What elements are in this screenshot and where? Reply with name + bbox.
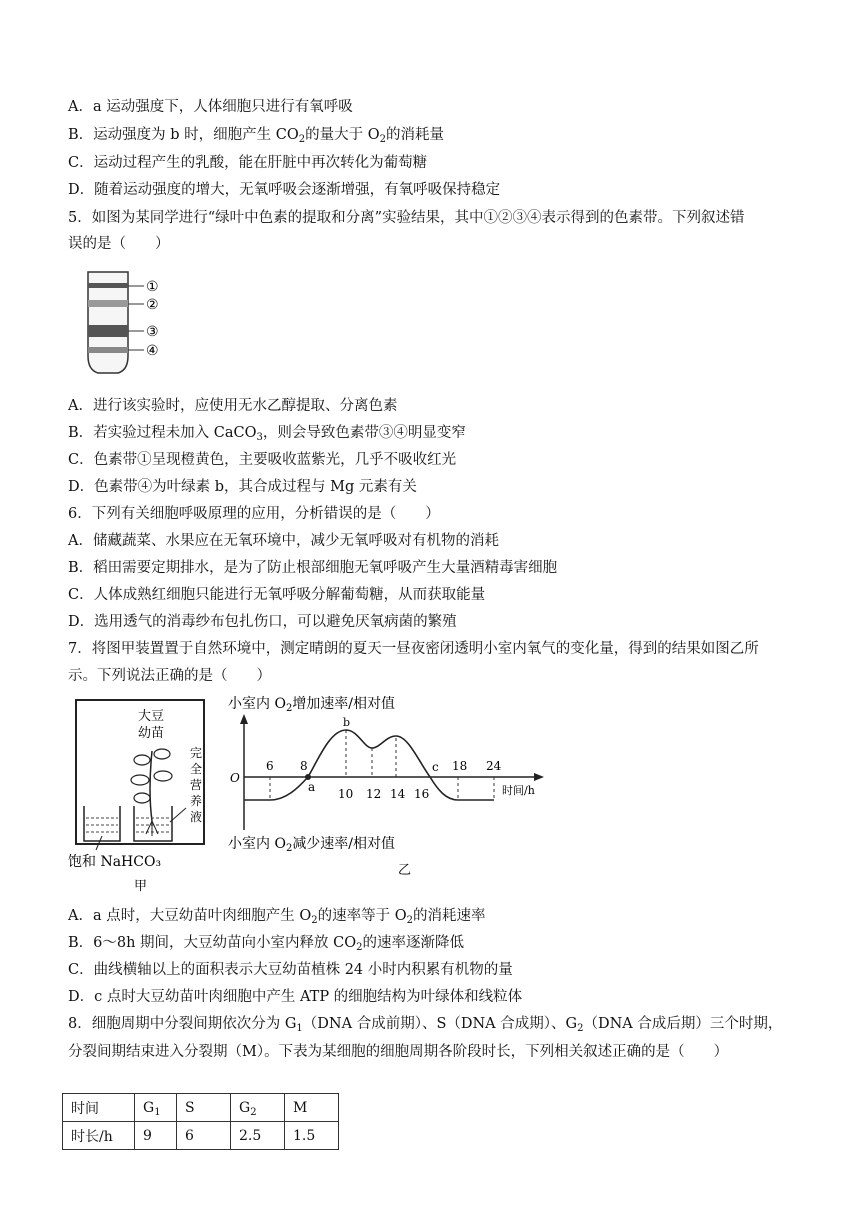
solution-label: 饱和 NaHCO₃ bbox=[68, 854, 162, 870]
side-label-4: 养 bbox=[190, 794, 203, 808]
q7-option-a: A．a 点时，大豆幼苗叶肉细胞产生 $O_2$的速率等于 $O_2$的消耗速率 bbox=[68, 908, 486, 926]
table-header-cell: $G_1$ bbox=[135, 1094, 177, 1122]
tick-6: 6 bbox=[266, 759, 274, 773]
leaf bbox=[154, 771, 172, 781]
q7-option-b: B．6～8h 期间，大豆幼苗向小室内释放 $CO_2$的速率逐渐降低 bbox=[68, 935, 465, 953]
leaf bbox=[134, 755, 150, 765]
q5-option-d: D．色素带④为叶绿素 b，其合成过程与 Mg 元素有关 bbox=[68, 479, 417, 495]
band-label-2: ② bbox=[146, 297, 159, 313]
figure-yi-graph bbox=[226, 690, 546, 880]
q5-stem-cont: 误的是（ ） bbox=[68, 236, 170, 252]
tick-12: 12 bbox=[366, 787, 382, 801]
q8-stem: 8．细胞周期中分裂间期依次分为 $G_1(DNA$ 合成前期）、S（DNA 合成期）、$G_2(DNA$ 合成后期）三个时期， bbox=[68, 1016, 783, 1034]
table-header-cell: $G_2$ bbox=[231, 1094, 285, 1122]
q7-option-c: C．曲线横轴以上的面积表示大豆幼苗植株 24 小时内积累有机物的量 bbox=[68, 962, 513, 978]
band-2 bbox=[88, 300, 128, 307]
plant-label-line1: 大豆 bbox=[138, 709, 165, 724]
side-label-3: 营 bbox=[190, 778, 203, 792]
tick-18: 18 bbox=[452, 759, 468, 773]
beaker-nahco3 bbox=[84, 806, 120, 841]
tick-14: 14 bbox=[390, 787, 406, 801]
q7-stem-cont: 示。下列说法正确的是（ ） bbox=[68, 668, 271, 684]
q6-option-d: D．选用透气的消毒纱布包扎伤口，可以避免厌氧病菌的繁殖 bbox=[68, 614, 457, 630]
figure-jia-caption: 甲 bbox=[134, 879, 148, 894]
graph-bottom-label: 小室内 $O_2$减少速率/相对值 bbox=[228, 836, 396, 854]
graph-top-label: 小室内 $O_2$增加速率/相对值 bbox=[228, 696, 396, 714]
side-label-2: 全 bbox=[190, 762, 203, 776]
band-4 bbox=[88, 347, 128, 353]
q5-option-b: B．若实验过程未加入 CaCO$_3$，则会导致色素带③④明显变窄 bbox=[68, 425, 466, 443]
point-a-label: a bbox=[308, 780, 316, 794]
q4-option-d: D．随着运动强度的增大，无氧呼吸会逐渐增强，有氧呼吸保持稳定 bbox=[68, 182, 501, 198]
band-1 bbox=[88, 283, 128, 288]
q8-stem-cont: 分裂间期结束进入分裂期（M）。下表为某细胞的细胞周期各阶段时长，下列相关叙述正确的是（ ） bbox=[68, 1044, 729, 1060]
band-label-4: ④ bbox=[146, 343, 159, 359]
leaf bbox=[154, 749, 170, 759]
q5-option-c: C．色素带①呈现橙黄色，主要吸收蓝紫光，几乎不吸收红光 bbox=[68, 452, 457, 468]
side-label-5: 液 bbox=[190, 810, 203, 824]
q4-option-c: C．运动过程产生的乳酸，能在肝脏中再次转化为葡萄糖 bbox=[68, 155, 428, 171]
point-c-label: c bbox=[432, 760, 439, 774]
roots bbox=[146, 821, 158, 836]
q5-option-a: A．进行该实验时，应使用无水乙醇提取、分离色素 bbox=[68, 398, 398, 414]
q6-option-a: A．储藏蔬菜、水果应在无氧环境中，减少无氧呼吸对有机物的消耗 bbox=[68, 533, 499, 549]
table-header-cell: S bbox=[177, 1094, 231, 1122]
origin-label: O bbox=[230, 771, 240, 785]
table-cell: 1.5 bbox=[285, 1122, 339, 1150]
leaf bbox=[134, 793, 150, 803]
table-cell: 2.5 bbox=[231, 1122, 285, 1150]
q4-option-b: B．运动强度为 b 时，细胞产生 $CO_2$的量大于 $O_2$的消耗量 bbox=[68, 127, 444, 145]
q6-option-c: C．人体成熟红细胞只能进行无氧呼吸分解葡萄糖，从而获取能量 bbox=[68, 587, 486, 603]
tick-8: 8 bbox=[300, 759, 308, 773]
q6-option-b: B．稻田需要定期排水，是为了防止根部细胞无氧呼吸产生大量酒精毒害细胞 bbox=[68, 560, 558, 576]
figure-jia-apparatus bbox=[62, 696, 222, 894]
x-axis-unit: 时间/h bbox=[502, 784, 535, 797]
band-label-1: ① bbox=[146, 279, 159, 295]
q6-stem: 6．下列有关细胞呼吸原理的应用，分析错误的是（ ） bbox=[68, 506, 440, 522]
side-label-1: 完 bbox=[190, 746, 203, 760]
q7-stem: 7．将图甲装置置于自然环境中，测定晴朗的夏天一昼夜密闭透明小室内氧气的变化量，得到的结果如图乙所 bbox=[68, 641, 759, 657]
cell-cycle-table bbox=[62, 1093, 339, 1150]
q4-option-a: A．a 运动强度下，人体细胞只进行有氧呼吸 bbox=[68, 99, 353, 115]
table-cell: 时长/h bbox=[63, 1122, 135, 1150]
leaf bbox=[131, 775, 149, 785]
q7-option-d: D．c 点时大豆幼苗叶肉细胞中产生 ATP 的细胞结构为叶绿体和线粒体 bbox=[68, 989, 523, 1005]
band-3 bbox=[88, 325, 128, 337]
tick-16: 16 bbox=[414, 787, 430, 801]
table-cell: 9 bbox=[135, 1122, 177, 1150]
table-row bbox=[63, 1122, 339, 1150]
figure-yi-caption: 乙 bbox=[398, 863, 412, 878]
q5-stem: 5．如图为某同学进行“绿叶中色素的提取和分离”实验结果，其中①②③④表示得到的色素带。下列叙述错 bbox=[68, 210, 745, 226]
tick-24: 24 bbox=[486, 759, 502, 773]
point-b-label: b bbox=[343, 716, 351, 729]
table-row bbox=[63, 1094, 339, 1122]
table-header-cell: M bbox=[285, 1094, 339, 1122]
chromatography-strip-figure bbox=[80, 270, 180, 376]
band-label-3: ③ bbox=[146, 324, 159, 340]
plant-label-line2: 幼苗 bbox=[138, 726, 165, 741]
table-header-cell: 时间 bbox=[63, 1094, 135, 1122]
tick-10: 10 bbox=[338, 787, 354, 801]
table-cell: 6 bbox=[177, 1122, 231, 1150]
